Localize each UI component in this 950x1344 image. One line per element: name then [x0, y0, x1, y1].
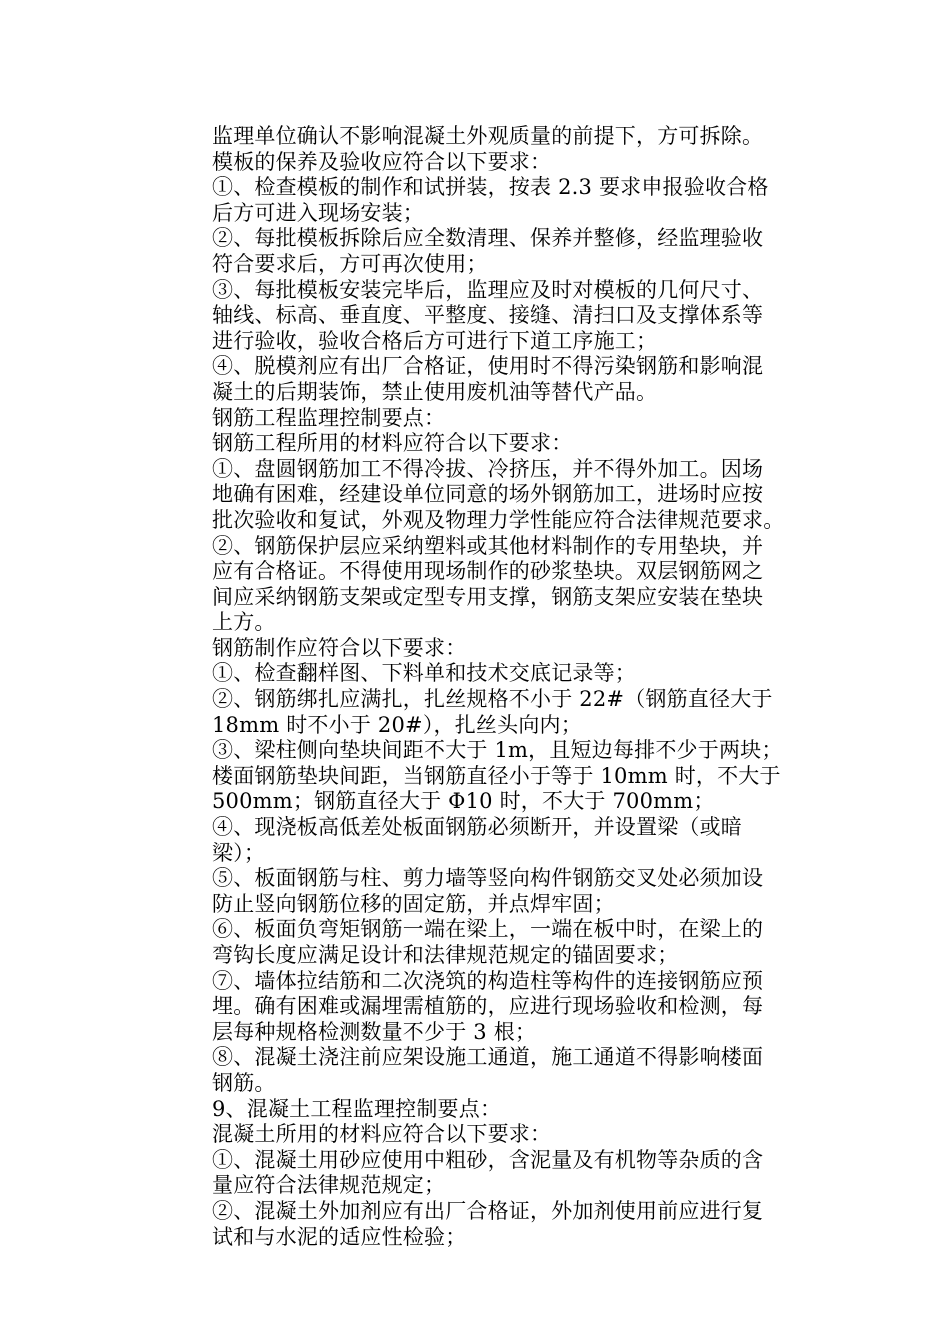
text-line: ①、检查模板的制作和试拼装，按表 2.3 要求申报验收合格 [212, 175, 769, 200]
section-heading: 9、混凝土工程监理控制要点： [212, 1096, 502, 1121]
text-line: 钢筋工程所用的材料应符合以下要求： [212, 431, 573, 456]
text-line: ⑧、混凝土浇注前应架设施工通道，施工通道不得影响楼面 [212, 1045, 764, 1070]
text-line: ①、混凝土用砂应使用中粗砂，含泥量及有机物等杂质的含 [212, 1147, 764, 1172]
text-line: 梁）； [212, 840, 266, 865]
text-line: 地确有困难，经建设单位同意的场外钢筋加工，进场时应按 [212, 482, 764, 507]
text-line: ③、梁柱侧向垫块间距不大于 1m，且短边每排不少于两块； [212, 738, 783, 763]
document-body [212, 124, 812, 1250]
text-line: 模板的保养及验收应符合以下要求： [212, 149, 552, 174]
text-line: ⑤、板面钢筋与柱、剪力墙等竖向构件钢筋交叉处必须加设 [212, 866, 764, 891]
text-line: 量应符合法律规范规定； [212, 1173, 446, 1198]
text-line: 18mm 时不小于 20#），扎丝头向内； [212, 712, 582, 737]
text-line: 间应采纳钢筋支架或定型专用支撑，钢筋支架应安装在垫块 [212, 584, 764, 609]
text-line: 符合要求后，方可再次使用； [212, 251, 488, 276]
text-line: 弯钩长度应满足设计和法律规范规定的锚固要求； [212, 943, 679, 967]
text-line: ⑦、墙体拉结筋和二次浇筑的构造柱等构件的连接钢筋应预 [212, 968, 764, 993]
text-line: 埋。确有困难或漏埋需植筋的，应进行现场验收和检测，每 [212, 994, 764, 1019]
text-line: ③、每批模板安装完毕后，监理应及时对模板的几何尺寸、 [212, 277, 764, 302]
text-line: 楼面钢筋垫块间距，当钢筋直径小于等于 10mm 时，不大于 [212, 763, 781, 788]
text-line: ②、钢筋绑扎应满扎，扎丝规格不小于 22#（钢筋直径大于 [212, 687, 773, 712]
text-line: 500mm；钢筋直径大于 Φ10 时，不大于 700mm； [212, 789, 715, 814]
text-line: 上方。 [212, 610, 276, 635]
text-line: ④、脱模剂应有出厂合格证，使用时不得污染钢筋和影响混 [212, 354, 764, 379]
text-line: 进行验收，验收合格后方可进行下道工序施工； [212, 328, 658, 353]
text-line: 钢筋。 [212, 1070, 276, 1095]
text-line: ⑥、板面负弯矩钢筋一端在梁上，一端在板中时，在梁上的 [212, 917, 764, 942]
text-line: ①、检查翻样图、下料单和技术交底记录等； [212, 661, 636, 686]
text-line: 批次验收和复试，外观及物理力学性能应符合法律规范要求。 [212, 507, 785, 532]
text-line: 层每种规格检测数量不少于 3 根； [212, 1019, 537, 1044]
text-line: 应有合格证。不得使用现场制作的砂浆垫块。双层钢筋网之 [212, 559, 764, 584]
text-line: 防止竖向钢筋位移的固定筋，并点焊牢固； [212, 891, 615, 916]
text-line: 混凝土所用的材料应符合以下要求： [212, 1122, 552, 1147]
text-line: 轴线、标高、垂直度、平整度、接缝、清扫口及支撑体系等 [212, 303, 764, 328]
text-line: ②、每批模板拆除后应全数清理、保养并整修，经监理验收 [212, 226, 764, 251]
text-line: ④、现浇板高低差处板面钢筋必须断开，并设置梁（或暗 [212, 815, 742, 840]
text-line: 试和与水泥的适应性检验； [212, 1224, 467, 1249]
text-line: 后方可进入现场安装； [212, 200, 424, 225]
text-line: 监理单位确认不影响混凝土外观质量的前提下，方可拆除。 [212, 124, 764, 148]
text-line: ②、钢筋保护层应采纳塑料或其他材料制作的专用垫块，并 [212, 533, 764, 558]
text-line: ①、盘圆钢筋加工不得冷拔、冷挤压，并不得外加工。因场 [212, 456, 764, 481]
text-line: 凝土的后期装饰，禁止使用废机油等替代产品。 [212, 379, 658, 404]
text-line: ②、混凝土外加剂应有出厂合格证，外加剂使用前应进行复 [212, 1198, 764, 1223]
text-line: 钢筋制作应符合以下要求： [212, 635, 467, 660]
section-heading: 钢筋工程监理控制要点： [212, 405, 446, 430]
